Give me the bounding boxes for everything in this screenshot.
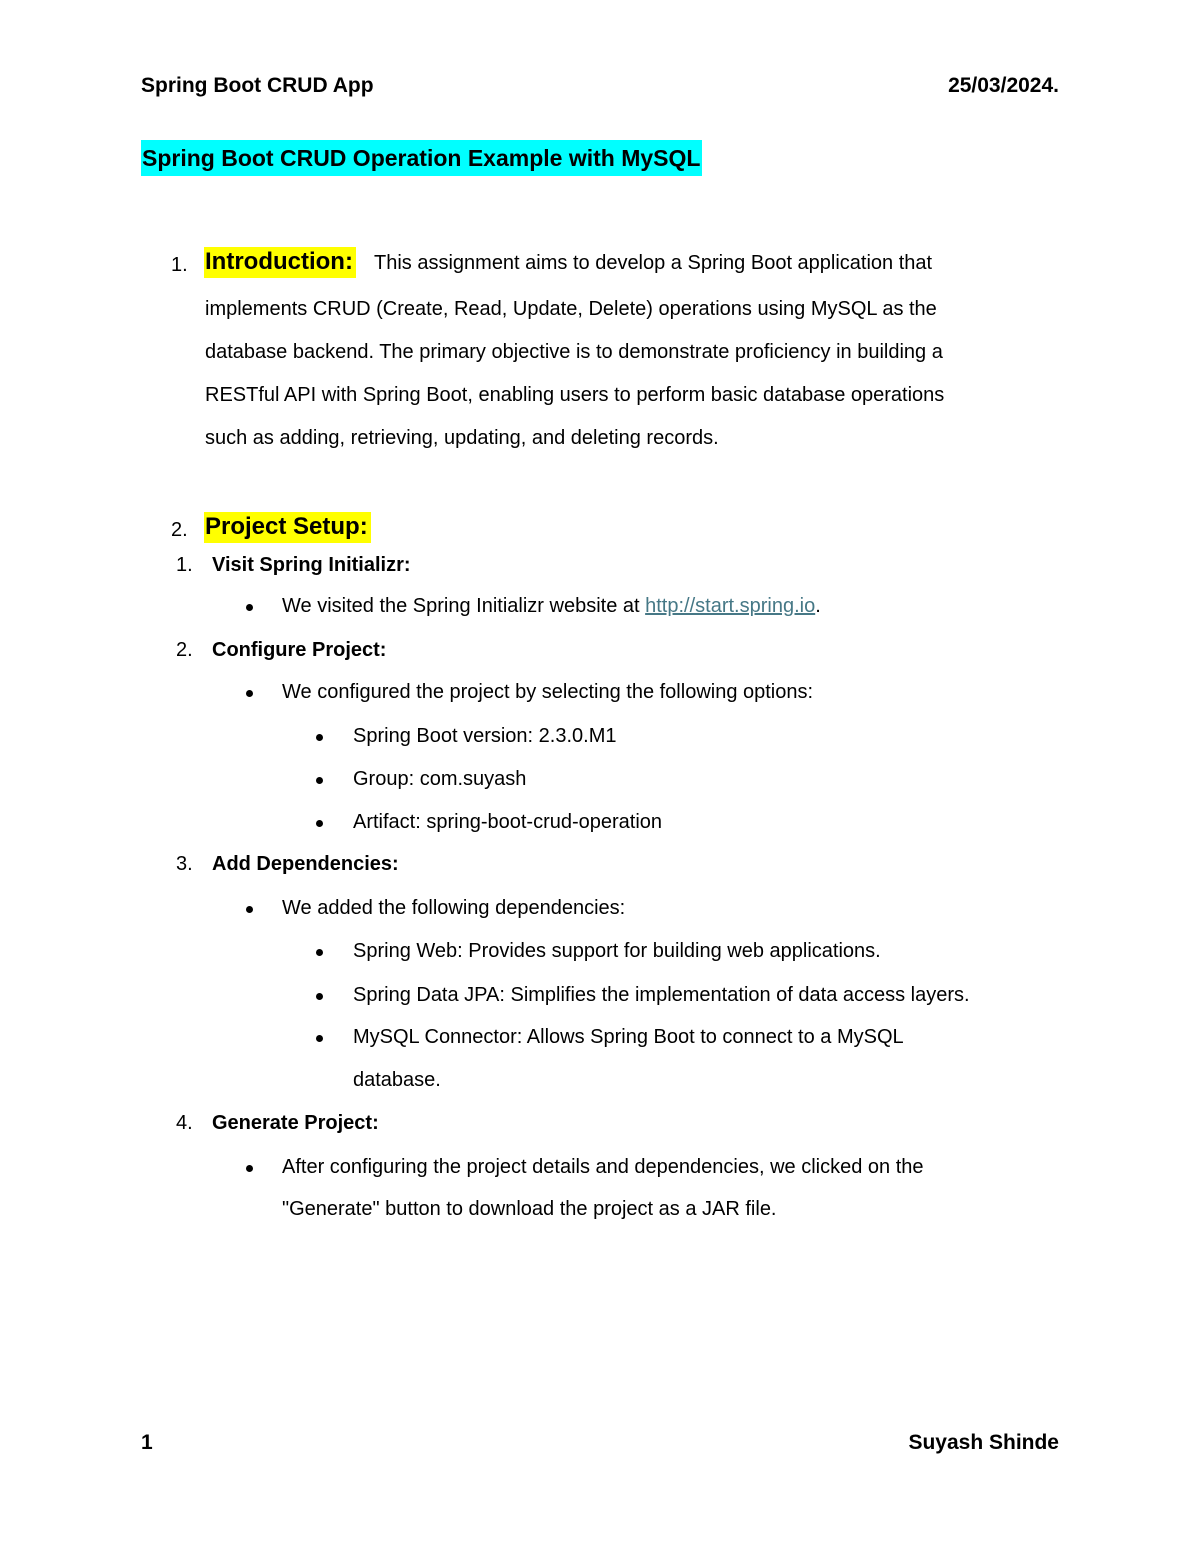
bullet-icon — [316, 949, 323, 956]
header-date: 25/03/2024. — [948, 74, 1059, 97]
sub-bullet-item: MySQL Connector: Allows Spring Boot to connect to a MySQL — [353, 1026, 904, 1048]
bullet-item: We configured the project by selecting the following options: — [282, 681, 814, 703]
sub-bullet-item: Artifact: spring-boot-crud-operation — [353, 811, 663, 833]
bullet-continuation: "Generate" button to download the project as a JAR file. — [282, 1198, 777, 1220]
bullet-item: After configuring the project details and dependencies, we clicked on the — [282, 1156, 924, 1178]
bullet-icon — [246, 604, 253, 611]
introduction-heading: Introduction: — [204, 247, 356, 278]
bullet-icon — [316, 993, 323, 1000]
step-title-add-dependencies: Add Dependencies: — [212, 853, 399, 875]
step-number: 3. — [176, 853, 193, 875]
introduction-line: database backend. The primary objective is to demonstrate proficiency in building a — [205, 341, 943, 363]
step-number: 2. — [176, 639, 193, 661]
spring-initializr-link[interactable]: http://start.spring.io — [645, 595, 816, 617]
sub-bullet-item: Spring Data JPA: Simplifies the implementation of data access layers. — [353, 984, 970, 1006]
footer-author: Suyash Shinde — [908, 1431, 1059, 1454]
sub-bullet-item: Spring Web: Provides support for building web applications. — [353, 940, 881, 962]
introduction-line: RESTful API with Spring Boot, enabling users to perform basic database operations — [205, 384, 945, 406]
bullet-icon — [316, 734, 323, 741]
step-title-configure-project: Configure Project: — [212, 639, 387, 661]
introduction-line: This assignment aims to develop a Spring Boot application that — [374, 252, 933, 274]
sub-bullet-continuation: database. — [353, 1069, 441, 1091]
bullet-icon — [316, 777, 323, 784]
step-title-generate-project: Generate Project: — [212, 1112, 379, 1134]
section-number-introduction: 1. — [171, 254, 188, 276]
introduction-line: such as adding, retrieving, updating, and deleting records. — [205, 427, 719, 449]
step-number: 1. — [176, 554, 193, 576]
bullet-icon — [246, 690, 253, 697]
bullet-text: . — [815, 595, 821, 617]
bullet-icon — [316, 1035, 323, 1042]
sub-bullet-item: Spring Boot version: 2.3.0.M1 — [353, 725, 617, 747]
header-title: Spring Boot CRUD App — [141, 74, 374, 97]
page-number: 1 — [141, 1431, 153, 1454]
bullet-icon — [316, 820, 323, 827]
sub-bullet-item: Group: com.suyash — [353, 768, 527, 790]
bullet-icon — [246, 1165, 253, 1172]
step-number: 4. — [176, 1112, 193, 1134]
bullet-text: We visited the Spring Initializr website at — [282, 595, 646, 617]
bullet-item — [282, 595, 821, 618]
project-setup-heading: Project Setup: — [204, 512, 371, 543]
bullet-icon — [246, 906, 253, 913]
step-title-visit-initializr: Visit Spring Initializr: — [212, 554, 411, 576]
introduction-line: implements CRUD (Create, Read, Update, Delete) operations using MySQL as the — [205, 298, 937, 320]
section-number-project-setup: 2. — [171, 519, 188, 541]
bullet-item: We added the following dependencies: — [282, 897, 626, 919]
document-title: Spring Boot CRUD Operation Example with MySQL — [141, 140, 702, 176]
